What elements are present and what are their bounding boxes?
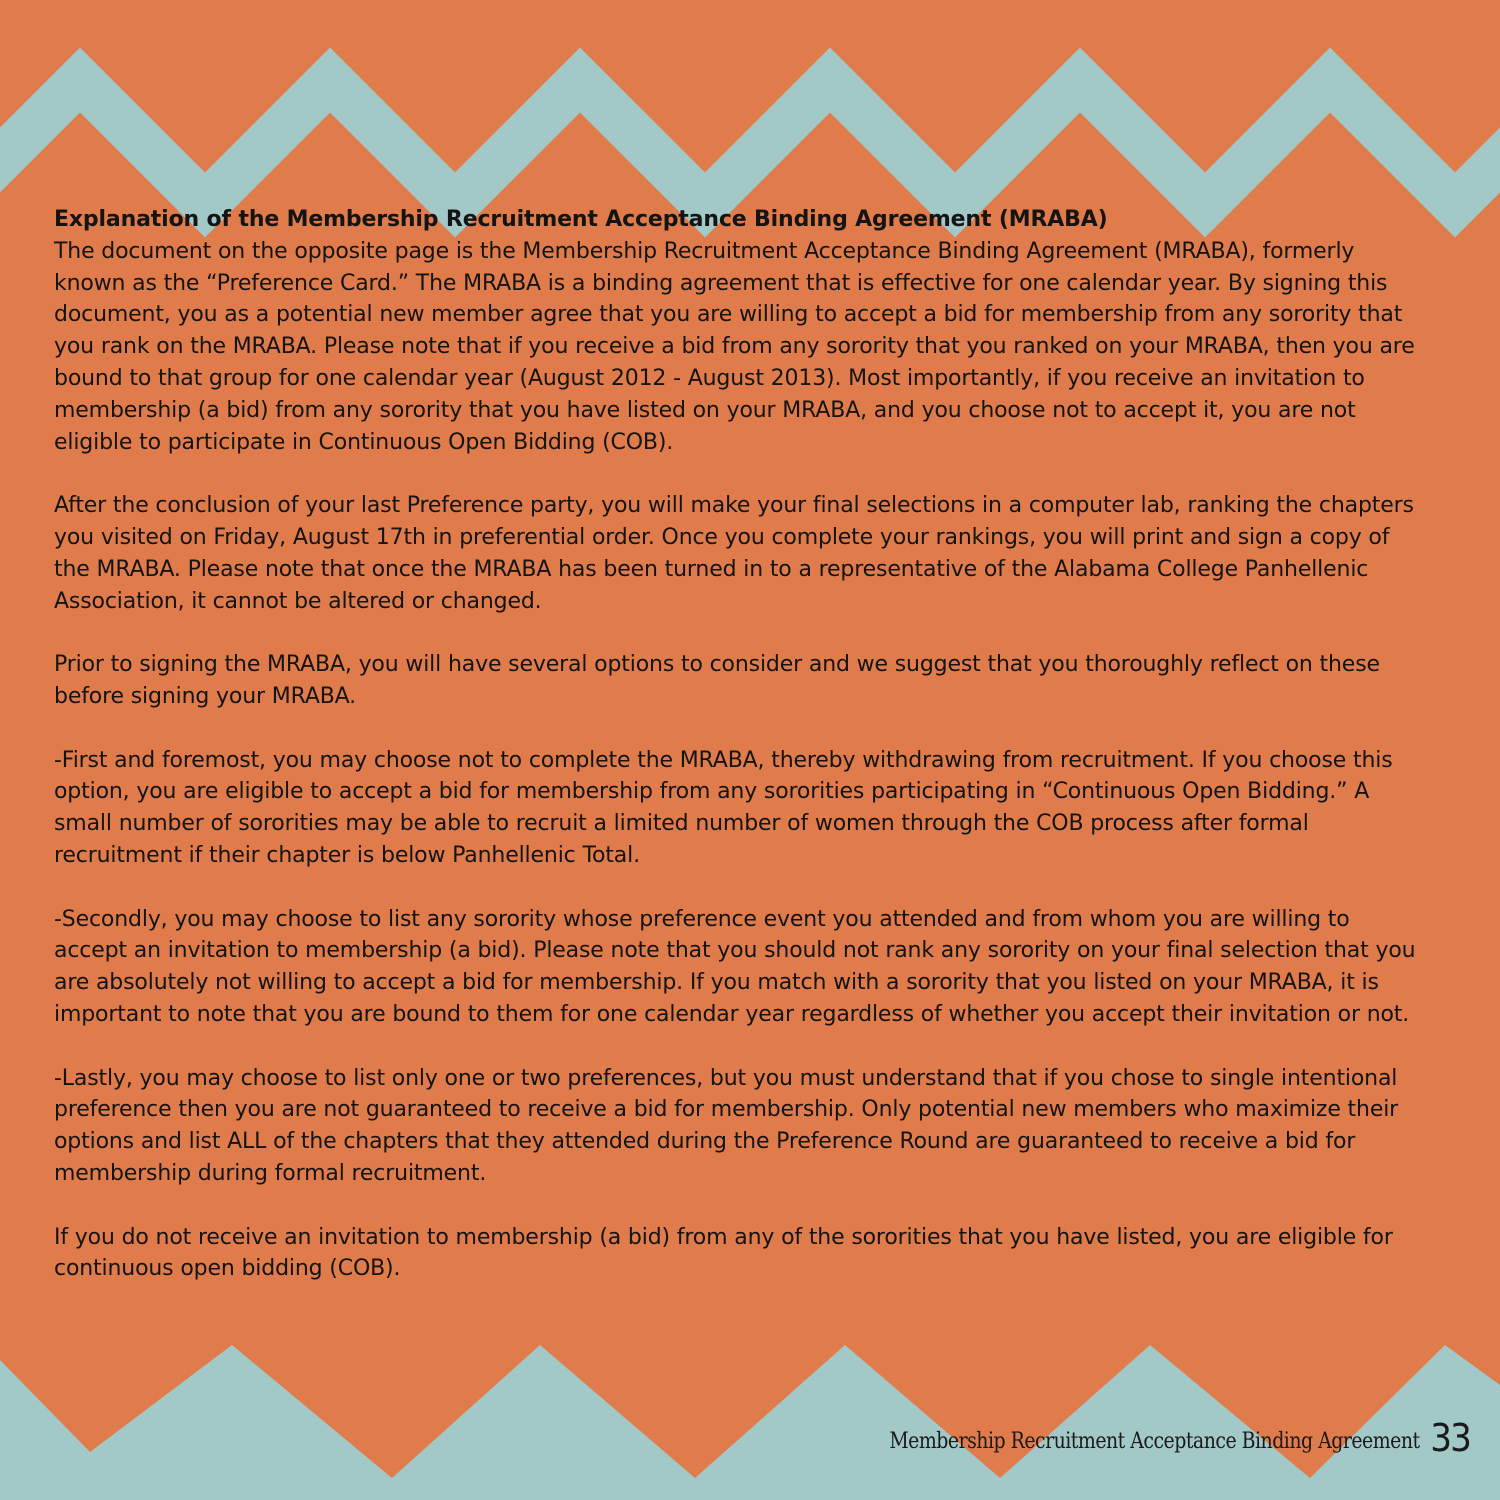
top-zigzag-stripe <box>0 80 1500 205</box>
paragraph-final-selections: After the conclusion of your last Preference party, you will make your final selections in a computer lab, ranking the chapters you visited on Friday, August 17th in preferential order. Once you complete your rankings, you will print and sign a copy of the MRABA. Please note that once the MRABA has been turned in to a representative of the Alabama College Panhellenic Association, it cannot be altered or changed. <box>54 493 1414 614</box>
bottom-zigzag-fill <box>0 1345 1500 1500</box>
paragraph-option-second: -Secondly, you may choose to list any sorority whose preference event you attended and from whom you are willing to accept an invitation to membership (a bid). Please note that you should not rank any sorority on your final selection that you are absolutely not willing to accept a bid for membership. If you match with a sorority that you listed on your MRABA, it is important to note that you are bound to them for one calendar year regardless of whether you accept their invitation or not. <box>54 906 1416 1027</box>
paragraph-mraba-definition: The document on the opposite page is the Membership Recruitment Acceptance Binding Agreement (MRABA), formerly known as the “Preference Card.” The MRABA is a binding agreement that is effective for one calendar year. By signing this document, you as a potential new member agree that you are willing to accept a bid for membership from any sorority that you rank on the MRABA. Please note that if you receive a bid from any sorority that you ranked on your MRABA, then you are bound to that group for one calendar year (August 2012 - August 2013). Most importantly, if you receive an invitation to membership (a bid) from any sorority that you have listed on your MRABA, and you choose not to accept it, you are not eligible to participate in Continuous Open Bidding (COB). <box>54 238 1415 455</box>
page-number: 33 <box>1429 1416 1470 1460</box>
paragraph-cob-eligibility: If you do not receive an invitation to membership (a bid) from any of the sororities that you have listed, you are eligible for continuous open bidding (COB). <box>54 1224 1393 1282</box>
bottom-zigzag-border <box>0 1330 1500 1500</box>
footer-title: Membership Recruitment Acceptance Binding Agreement <box>889 1429 1420 1454</box>
paragraph-options-intro: Prior to signing the MRABA, you will have several options to consider and we suggest that you thoroughly reflect on these before signing your MRABA. <box>54 652 1380 709</box>
paragraph-option-last: -Lastly, you may choose to list only one or two preferences, but you must understand that if you chose to single intentional preference then you are not guaranteed to receive a bid for membership. Only potential new members who maximize their options and list ALL of the chapters that they attended during the Preference Round are guaranteed to receive a bid for membership during formal recruitment. <box>54 1065 1399 1186</box>
document-heading: Explanation of the Membership Recruitment Acceptance Binding Agreement (MRABA) <box>54 207 1108 232</box>
document-body <box>54 204 1424 1317</box>
paragraph-option-first: -First and foremost, you may choose not to complete the MRABA, thereby withdrawing from recruitment. If you choose this option, you are eligible to accept a bid for membership from any sororities participating in “Continuous Open Bidding.” A small number of sororities may be able to recruit a limited number of women through the COB process after formal recruitment if their chapter is below Panhellenic Total. <box>54 747 1393 868</box>
